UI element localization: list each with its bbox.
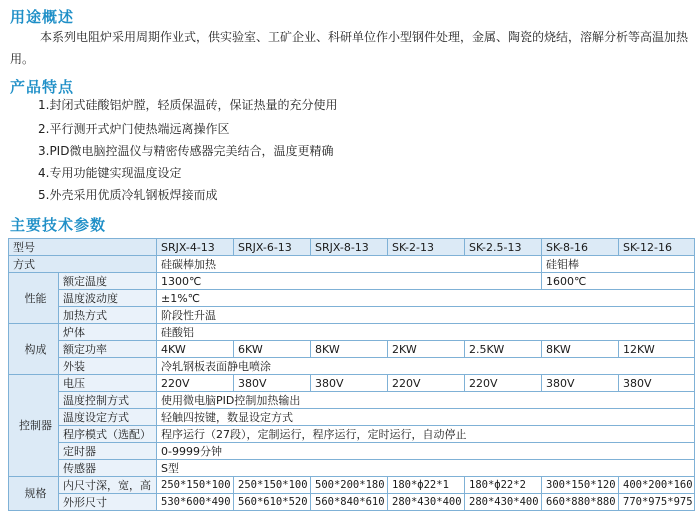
- power-cell: 6KW: [234, 341, 311, 358]
- body-label: 炉体: [59, 324, 157, 341]
- inner-size-cell: 250*150*100: [234, 477, 311, 494]
- power-cell: 8KW: [542, 341, 619, 358]
- inner-size-cell: 400*200*160: [619, 477, 695, 494]
- model-cell: SK-2.5-13: [465, 239, 542, 256]
- outer-size-cell: 770*975*975: [619, 494, 695, 511]
- sensor-label: 传感器: [59, 460, 157, 477]
- inner-size-cell: 250*150*100: [157, 477, 234, 494]
- outer-size-cell: 280*430*400: [465, 494, 542, 511]
- method-value-a: 硅碳棒加热: [157, 256, 542, 273]
- inner-size-cell: 500*200*180: [311, 477, 388, 494]
- specs-section-title: 主要技术参数: [10, 216, 107, 234]
- model-label: 型号: [9, 239, 157, 256]
- power-cell: 4KW: [157, 341, 234, 358]
- outer-size-cell: 560*610*520: [234, 494, 311, 511]
- set-method-label: 温度设定方式: [59, 409, 157, 426]
- set-method-row: [9, 409, 695, 426]
- outer-size-cell: 280*430*400: [388, 494, 465, 511]
- feature-item-1: 1.封闭式硅酸铝炉膛，轻质保温砖，保证热量的充分使用: [38, 98, 338, 112]
- model-cell: SK-8-16: [542, 239, 619, 256]
- size-group-label: 规格: [9, 477, 59, 511]
- voltage-cell: 220V: [157, 375, 234, 392]
- feature-item-5: 5.外壳采用优质冷轧钢板焊接而成: [38, 188, 218, 202]
- model-cell: SK-12-16: [619, 239, 695, 256]
- sensor-row: [9, 460, 695, 477]
- program-label: 程序模式（选配）: [59, 426, 157, 443]
- heat-mode-row: [9, 307, 695, 324]
- voltage-cell: 380V: [619, 375, 695, 392]
- method-label: 方式: [9, 256, 157, 273]
- features-section-title: 产品特点: [10, 78, 75, 96]
- rated-temp-value-a: 1300℃: [157, 273, 542, 290]
- method-row: [9, 256, 695, 273]
- ctrl-method-value: 使用微电脑PID控制加热输出: [157, 392, 695, 409]
- performance-group-label: 性能: [9, 273, 59, 324]
- model-row: [9, 239, 695, 256]
- outer-size-cell: 660*880*880: [542, 494, 619, 511]
- program-row: [9, 426, 695, 443]
- rated-temp-label: 额定温度: [59, 273, 157, 290]
- heat-mode-value: 阶段性升温: [157, 307, 695, 324]
- rated-temp-row: [9, 273, 695, 290]
- usage-section-title: 用途概述: [10, 8, 75, 26]
- model-cell: SRJX-8-13: [311, 239, 388, 256]
- temp-fluct-value: ±1%℃: [157, 290, 695, 307]
- rated-temp-value-b: 1600℃: [542, 273, 695, 290]
- heat-mode-label: 加热方式: [59, 307, 157, 324]
- power-row: [9, 341, 695, 358]
- power-cell: 8KW: [311, 341, 388, 358]
- feature-item-4: 4.专用功能键实现温度设定: [38, 166, 182, 180]
- usage-paragraph: 本系列电阻炉采用周期作业式，供实验室、工矿企业、科研单位作小型钢件处理，金属、陶瓷的烧结，溶解分析等高温加热用。: [10, 30, 689, 66]
- temp-fluct-row: [9, 290, 695, 307]
- voltage-row: [9, 375, 695, 392]
- voltage-cell: 380V: [542, 375, 619, 392]
- ctrl-method-row: [9, 392, 695, 409]
- feature-item-3: 3.PID微电脑控温仪与精密传感器完美结合，温度更精确: [38, 144, 334, 158]
- shell-row: [9, 358, 695, 375]
- power-cell: 2.5KW: [465, 341, 542, 358]
- inner-size-row: [9, 477, 695, 494]
- model-cell: SRJX-4-13: [157, 239, 234, 256]
- spec-table: [8, 238, 695, 511]
- shell-label: 外装: [59, 358, 157, 375]
- program-value: 程序运行（27段），定制运行，程序运行，定时运行，自动停止: [157, 426, 695, 443]
- model-cell: SRJX-6-13: [234, 239, 311, 256]
- power-cell: 12KW: [619, 341, 695, 358]
- timer-label: 定时器: [59, 443, 157, 460]
- power-cell: 2KW: [388, 341, 465, 358]
- outer-size-label: 外形尺寸: [59, 494, 157, 511]
- outer-size-cell: 530*600*490: [157, 494, 234, 511]
- inner-size-cell: 180*ф22*1: [388, 477, 465, 494]
- feature-item-2: 2.平行测开式炉门使热端远离操作区: [38, 122, 230, 136]
- voltage-cell: 380V: [234, 375, 311, 392]
- shell-value: 冷轧钢板表面静电喷涂: [157, 358, 695, 375]
- voltage-label: 电压: [59, 375, 157, 392]
- inner-size-cell: 300*150*120: [542, 477, 619, 494]
- build-group-label: 构成: [9, 324, 59, 375]
- voltage-cell: 380V: [311, 375, 388, 392]
- sensor-value: S型: [157, 460, 695, 477]
- method-value-b: 硅钼棒: [542, 256, 695, 273]
- set-method-value: 轻触四按键，数显设定方式: [157, 409, 695, 426]
- body-value: 硅酸铝: [157, 324, 695, 341]
- model-cell: SK-2-13: [388, 239, 465, 256]
- outer-size-cell: 560*840*610: [311, 494, 388, 511]
- controller-group-label: 控制器: [9, 375, 59, 477]
- voltage-cell: 220V: [465, 375, 542, 392]
- body-row: [9, 324, 695, 341]
- ctrl-method-label: 温度控制方式: [59, 392, 157, 409]
- inner-size-label: 内尺寸深，宽，高: [59, 477, 157, 494]
- voltage-cell: 220V: [388, 375, 465, 392]
- power-label: 额定功率: [59, 341, 157, 358]
- timer-value: 0-9999分钟: [157, 443, 695, 460]
- inner-size-cell: 180*ф22*2: [465, 477, 542, 494]
- timer-row: [9, 443, 695, 460]
- temp-fluct-label: 温度波动度: [59, 290, 157, 307]
